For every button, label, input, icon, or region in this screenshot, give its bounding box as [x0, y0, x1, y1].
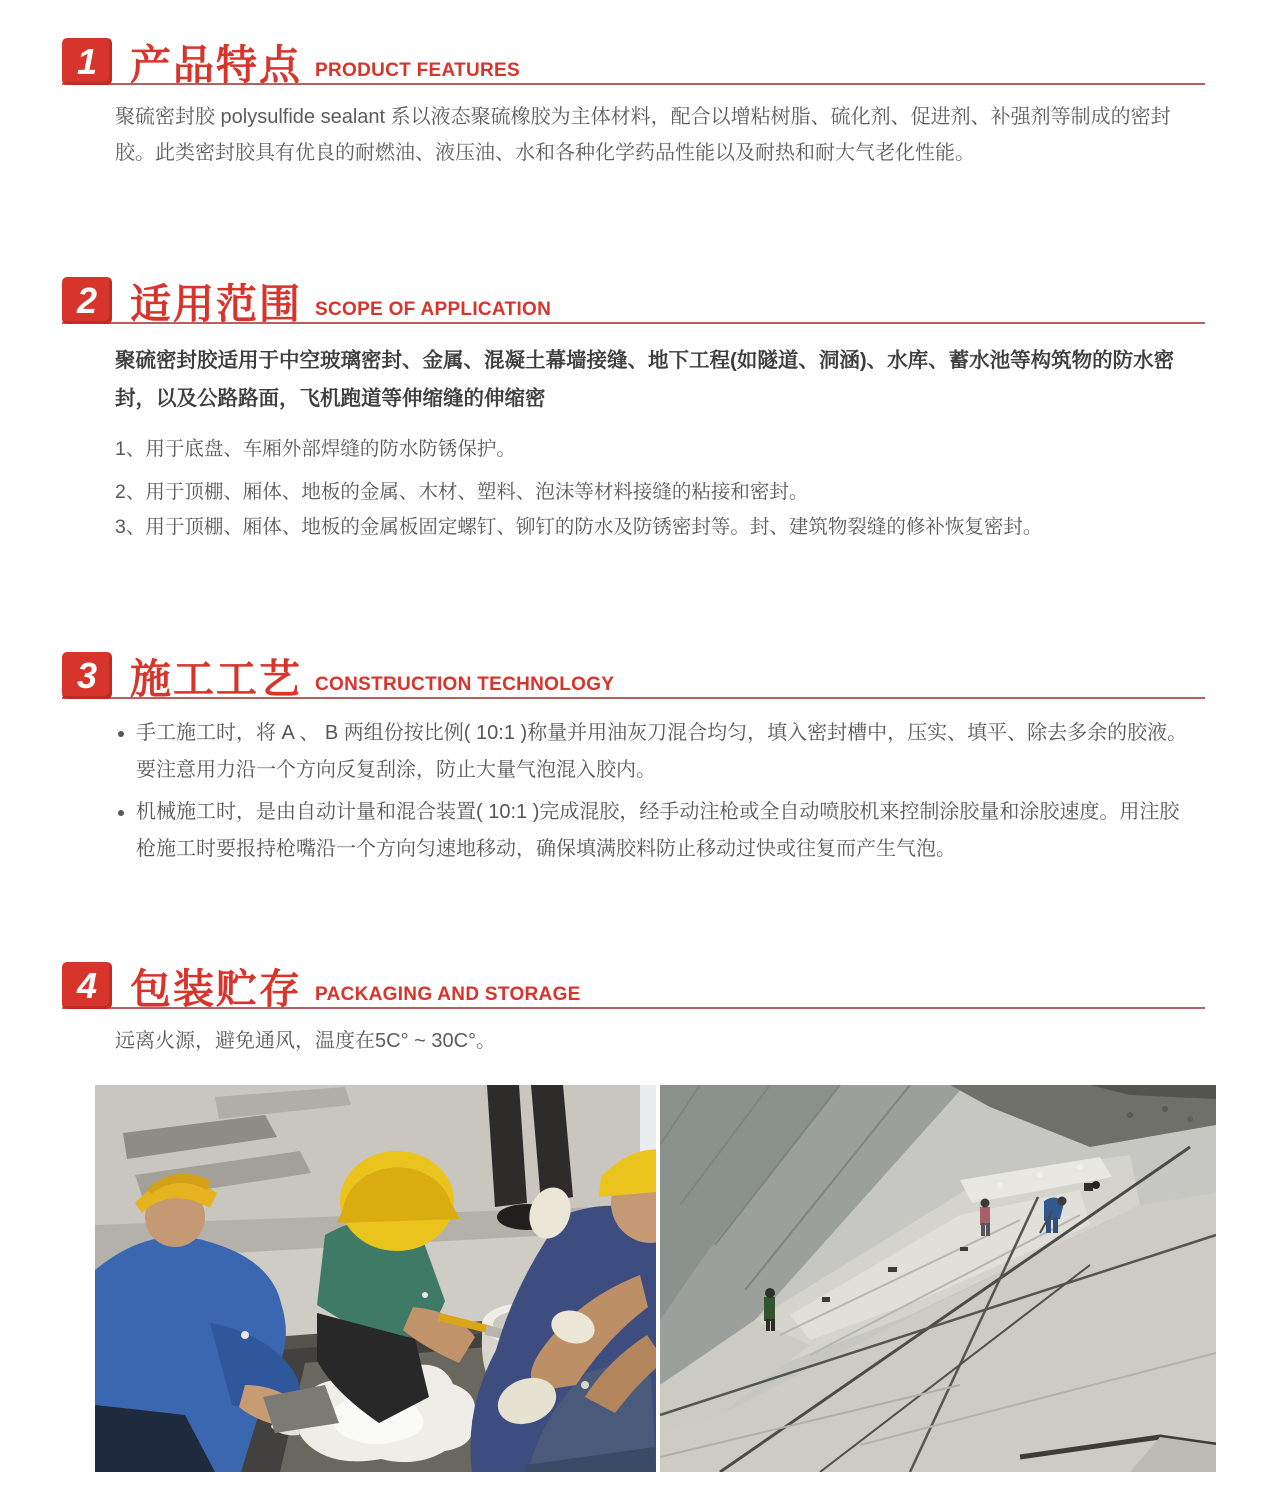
section-4-number-badge: [62, 962, 112, 1009]
section-1-number-badge: [62, 38, 112, 85]
section-3-title-en: CONSTRUCTION TECHNOLOGY: [315, 674, 615, 695]
worker-figure-pink: [980, 1199, 990, 1237]
section-1-paragraph: 聚硫密封胶 polysulfide sealant 系以液态聚硫橡胶为主体材料，配合以增粘树脂、硫化剂、促进剂、补强剂等制成的密封胶。此类密封胶具有优良的耐燃油、液压油、水和各种化学药品性能以及耐热和耐大气老化性能。: [115, 106, 1171, 164]
construction-step: • 手工施工时，将 A 、 B 两组份按比例( 10:1 )称量并用油灰刀混合均匀，填入密封槽中，压实、填平、除去多余的胶液。要注意用力沿一个方向反复刮涂，防止大量气泡混入胶内。: [136, 715, 1199, 789]
section-scope-of-application: [62, 275, 1218, 540]
section-4-header: [62, 960, 1205, 1012]
section-3-header: [62, 650, 1205, 702]
photo-workers-applying-sealant: [95, 1085, 656, 1472]
application-list: [115, 436, 1205, 540]
section-2-header: [62, 275, 1205, 327]
photo-strip: [95, 1085, 1216, 1472]
section-3-number-badge: [62, 652, 112, 699]
section-4-title-cn: 包装贮存: [130, 966, 302, 1012]
application-list-item: 2、用于顶棚、厢体、地板的金属、木材、塑料、泡沫等材料接缝的粘接和密封。: [115, 481, 809, 503]
section-1-number: 1: [76, 40, 98, 82]
section-3-title-cn: 施工工艺: [130, 656, 302, 702]
section-4-number: 4: [76, 964, 98, 1006]
construction-steps-list: [119, 715, 1199, 868]
section-2-number-badge: [62, 277, 112, 324]
construction-step: • 机械施工时，是由自动计量和混合装置( 10:1 )完成混胶，经手动注枪或全自动喷胶机来控制涂胶量和涂胶速度。用注胶枪施工时要报持枪嘴沿一个方向匀速地移动，确保填满胶料防止移动过快或往复而产生气泡。: [136, 794, 1199, 868]
section-4-title-en: PACKAGING AND STORAGE: [315, 984, 581, 1005]
application-list-item: 1、用于底盘、车厢外部焊缝的防水防锈保护。: [115, 438, 516, 460]
section-3-number: 3: [76, 654, 98, 696]
section-1-title-cn: 产品特点: [130, 42, 302, 88]
section-product-features: [62, 36, 1218, 171]
photo-workers-applying-sealant-svg: [95, 1085, 656, 1472]
section-1-header: [62, 36, 1205, 88]
application-list-item: 3、用于顶棚、厢体、地板的金属板固定螺钉、铆钉的防水及防锈密封等。封、建筑物裂缝的修补恢复密封。: [115, 516, 1043, 538]
section-construction-technology: [62, 650, 1218, 868]
section-2-title-en: SCOPE OF APPLICATION: [315, 299, 552, 320]
section-1-title-en: PRODUCT FEATURES: [315, 60, 521, 81]
photo-concrete-slope-joints-svg: [660, 1085, 1216, 1472]
section-4-paragraph: 远离火源，避免通风，温度在5C° ~ 30C°。: [115, 1030, 497, 1052]
section-2-number: 2: [76, 279, 98, 321]
section-2-lead-paragraph: 聚硫密封胶适用于中空玻璃密封、金属、混凝土幕墙接缝、地下工程(如隧道、洞涵)、水库、蓄水池等构筑物的防水密封，以及公路路面，飞机跑道等伸缩缝的伸缩密: [115, 349, 1175, 410]
photo-concrete-slope-joints: [660, 1085, 1216, 1472]
section-packaging-and-storage: [62, 960, 1218, 1059]
section-2-title-cn: 适用范围: [130, 281, 302, 327]
